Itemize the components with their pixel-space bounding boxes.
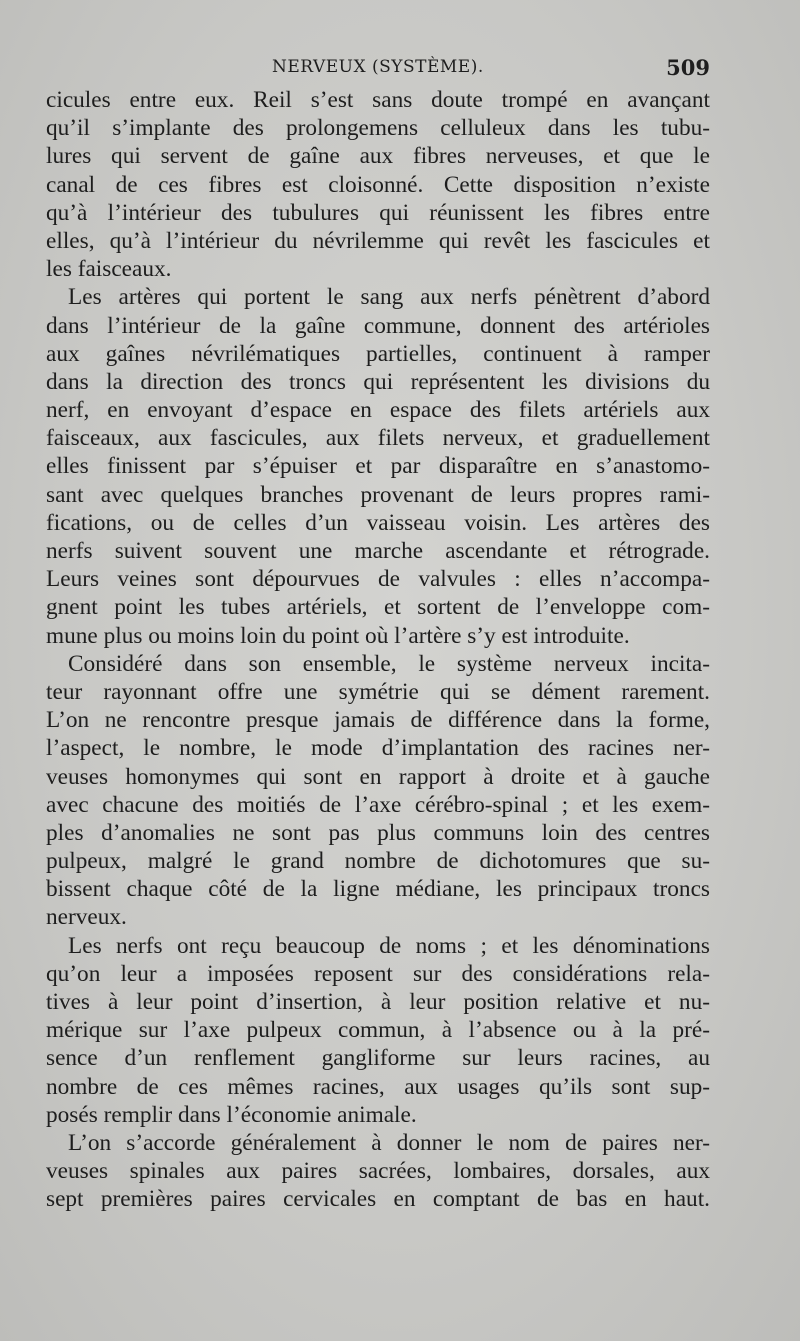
text-line: mune plus ou moins loin du point où l’artère s’y est introduite. <box>46 622 630 649</box>
text-line: fications, ou de celles d’un vaisseau voisin. Les artères des <box>46 509 710 536</box>
page-number: 509 <box>666 55 710 80</box>
text-line: qu’à l’intérieur des tubulures qui réunissent les fibres entre <box>46 199 710 226</box>
text-line: cicules entre eux. Reil s’est sans doute trompé en avançant <box>46 87 710 113</box>
text-line: qu’il s’implante des prolongemens celluleux dans les tubu- <box>46 115 710 142</box>
text-line: avec chacune des moitiés de l’axe cérébro-spinal ; et les exem- <box>46 791 710 818</box>
text-line: sept premières paires cervicales en comptant de bas en haut. <box>46 1186 710 1213</box>
text-line: veuses spinales aux paires sacrées, lombaires, dorsales, aux <box>46 1158 710 1185</box>
text-line: nerfs suivent souvent une marche ascendante et rétrograde. <box>46 538 710 564</box>
paragraph-first-line: Les nerfs ont reçu beaucoup de noms ; et les dénominations <box>68 932 710 959</box>
text-line: faisceaux, aux fascicules, aux filets nerveux, et graduellement <box>46 425 710 452</box>
text-line: ples d’anomalies ne sont pas plus communs loin des centres <box>46 819 710 846</box>
text-line: sence d’un renflement gangliforme sur leurs racines, au <box>46 1045 710 1072</box>
text-line: nerveux. <box>46 904 127 931</box>
text-line: pulpeux, malgré le grand nombre de dichotomures que su- <box>46 848 710 875</box>
body-text <box>46 86 710 1214</box>
text-line: l’aspect, le nombre, le mode d’implantation des racines ner- <box>46 735 710 762</box>
text-line: Leurs veines sont dépourvues de valvules : elles n’accompa- <box>46 566 710 593</box>
text-line: aux gaînes névrilématiques partielles, continuent à ramper <box>46 340 710 367</box>
text-line: gnent point les tubes artériels, et sortent de l’enveloppe com- <box>46 594 710 621</box>
text-line: qu’on leur a imposées reposent sur des considérations rela- <box>46 960 710 987</box>
text-line: elles, qu’à l’intérieur du névrilemme qui revêt les fascicules et <box>46 227 710 254</box>
text-line: canal de ces fibres est cloisonné. Cette disposition n’existe <box>46 171 710 198</box>
running-head: NERVEUX (SYSTÈME). <box>272 57 484 77</box>
text-line: tives à leur point d’insertion, à leur position relative et nu- <box>46 989 710 1015</box>
text-line: teur rayonnant offre une symétrie qui se dément rarement. <box>46 678 710 705</box>
text-line: les faisceaux. <box>46 256 172 283</box>
text-line: sant avec quelques branches provenant de leurs propres rami- <box>46 481 710 508</box>
text-line: elles finissent par s’épuiser et par disparaître en s’anastomo- <box>46 453 710 480</box>
text-line: dans l’intérieur de la gaîne commune, donnent des artérioles <box>46 312 710 339</box>
paragraph-first-line: Considéré dans son ensemble, le système nerveux incita- <box>68 650 710 677</box>
text-line: nombre de ces mêmes racines, aux usages qu’ils sont sup- <box>46 1073 710 1100</box>
text-line: L’on ne rencontre presque jamais de différence dans la forme, <box>46 707 710 734</box>
text-line: nerf, en envoyant d’espace en espace des filets artériels aux <box>46 397 710 424</box>
text-line: mérique sur l’axe pulpeux commun, à l’absence ou à la pré- <box>46 1017 710 1044</box>
paragraph-first-line: L’on s’accorde généralement à donner le nom de paires ner- <box>68 1129 710 1156</box>
text-line: dans la direction des troncs qui représentent les divisions du <box>46 368 710 395</box>
text-line: veuses homonymes qui sont en rapport à droite et à gauche <box>46 763 710 790</box>
text-line: lures qui servent de gaîne aux fibres nerveuses, et que le <box>46 143 710 170</box>
text-line: posés remplir dans l’économie animale. <box>46 1101 417 1128</box>
paragraph-first-line: Les artères qui portent le sang aux nerfs pénètrent d’abord <box>68 284 710 311</box>
text-line: bissent chaque côté de la ligne médiane, les principaux troncs <box>46 876 710 903</box>
page-header <box>46 57 710 83</box>
